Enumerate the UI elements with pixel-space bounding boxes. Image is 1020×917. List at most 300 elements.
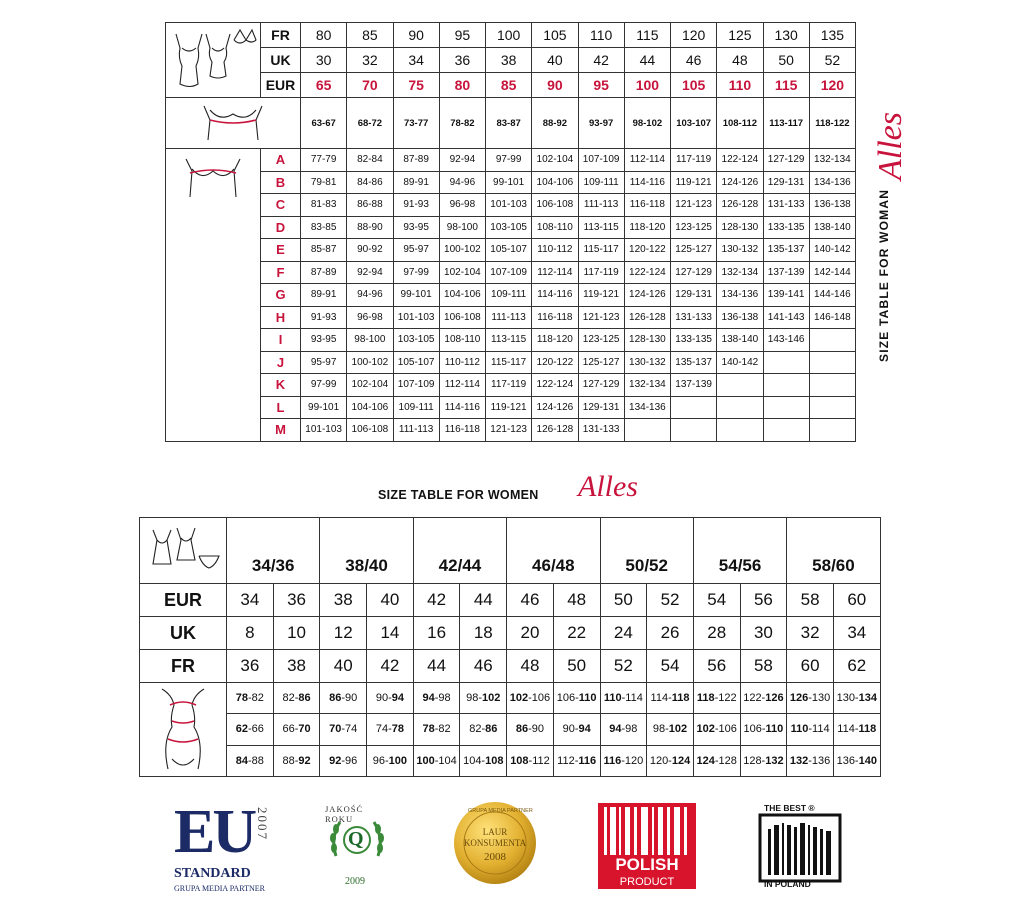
- measure-part: 116: [578, 754, 597, 767]
- t1-eur-row-cell: 75: [393, 73, 439, 98]
- t1-fr-row-cell: 105: [532, 23, 578, 48]
- t1-cup-cell: 109-111: [393, 396, 439, 419]
- t1-eur-row-cell: 95: [578, 73, 624, 98]
- t1-cup-cell: 124-126: [717, 171, 763, 194]
- t1-cup-label: G: [261, 284, 301, 307]
- measure-part: 66-: [282, 723, 299, 736]
- brand-logo: Alles: [578, 470, 638, 503]
- t2-eur-row-cell: 44: [460, 584, 507, 617]
- t2-measure-row: [140, 714, 881, 745]
- t1-cup-cell: 129-131: [671, 284, 717, 307]
- t2-measure-cell: [787, 745, 834, 776]
- t1-cup-cell: 91-93: [393, 194, 439, 217]
- t1-cup-cell: 127-129: [671, 261, 717, 284]
- t2-fr-row-cell: 54: [647, 650, 694, 683]
- t2-uk-row-label: UK: [140, 617, 227, 650]
- t2-measure-cell: [787, 714, 834, 745]
- t2-eur-row-cell: 50: [600, 584, 647, 617]
- t2-measure-cell: [273, 745, 320, 776]
- polish-word: POLISH: [598, 855, 696, 875]
- size-table-clothing: [139, 517, 881, 777]
- t1-cup-cell: 107-109: [393, 374, 439, 397]
- t2-uk-row-cell: 30: [740, 617, 787, 650]
- t1-uk-row-cell: 40: [532, 48, 578, 73]
- t2-uk-row-cell: 8: [227, 617, 274, 650]
- t1-cup-cell: 136-138: [717, 306, 763, 329]
- measure-part: 78: [235, 692, 249, 705]
- t1-cup-label: F: [261, 261, 301, 284]
- t2-fr-row-cell: 56: [693, 650, 740, 683]
- t1-fr-row-cell: 130: [763, 23, 809, 48]
- t2-uk-row-cell: 26: [647, 617, 694, 650]
- t2-eur-row: [140, 584, 881, 617]
- t2-eur-row-cell: 60: [833, 584, 880, 617]
- t1-cup-cell: 103-105: [393, 329, 439, 352]
- t1-cup-cell: 93-95: [301, 329, 347, 352]
- t1-uk-row-cell: 50: [763, 48, 809, 73]
- t1-cup-row-c: [166, 194, 856, 217]
- measure-part: 114-: [650, 692, 672, 705]
- t1-underbust-cell: 63-67: [301, 98, 347, 149]
- t1-cup-cell: 96-98: [347, 306, 393, 329]
- body-measure-icon: [140, 683, 227, 777]
- t1-cup-cell: 123-125: [671, 216, 717, 239]
- measure-part: 126: [765, 692, 784, 705]
- t2-size-row: [140, 550, 881, 584]
- t1-cup-label: C: [261, 194, 301, 217]
- t1-cup-cell: 85-87: [301, 239, 347, 262]
- t1-cup-cell: 130-132: [624, 351, 670, 374]
- t1-cup-cell: 129-131: [763, 171, 809, 194]
- t1-cup-cell: 105-107: [486, 239, 532, 262]
- t1-cup-row-j: [166, 351, 856, 374]
- measure-part: 90-: [375, 692, 392, 705]
- measure-part: -82: [434, 723, 451, 736]
- t1-cup-label: D: [261, 216, 301, 239]
- t1-cup-cell: 116-118: [624, 194, 670, 217]
- measure-part: -90: [528, 723, 545, 736]
- t2-top-cell: [413, 518, 506, 550]
- t2-measure-cell: [507, 683, 554, 714]
- measure-part: 86: [485, 723, 498, 736]
- t2-eur-row-label: EUR: [140, 584, 227, 617]
- t2-measure-cell: [740, 683, 787, 714]
- t1-cup-cell: 99-101: [393, 284, 439, 307]
- t2-size-cell: 42/44: [413, 550, 506, 584]
- t1-cup-cell: 102-104: [532, 149, 578, 172]
- t1-cup-cell: 112-114: [532, 261, 578, 284]
- measure-part: 100: [388, 754, 408, 767]
- t1-cup-cell: 87-89: [301, 261, 347, 284]
- t1-cup-cell: 134-136: [809, 171, 855, 194]
- t2-measure-cell: [553, 714, 600, 745]
- t1-cup-cell: 142-144: [809, 261, 855, 284]
- t2-size-cell: 38/40: [320, 550, 413, 584]
- t2-uk-row-cell: 18: [460, 617, 507, 650]
- t1-cup-cell: 134-136: [717, 284, 763, 307]
- t1-cup-cell: 131-133: [671, 306, 717, 329]
- jakosc-roku-logo: [322, 804, 392, 888]
- t1-cup-cell: 124-126: [624, 284, 670, 307]
- t1-cup-cell: 121-123: [578, 306, 624, 329]
- t1-cup-cell: 84-86: [347, 171, 393, 194]
- t1-cup-cell: 143-146: [763, 329, 809, 352]
- t1-cup-label: M: [261, 419, 301, 442]
- t1-cup-cell: 105-107: [393, 351, 439, 374]
- clothing-drawing-icon: [143, 520, 223, 576]
- t1-fr-row-cell: 85: [347, 23, 393, 48]
- t1-cup-cell: [671, 419, 717, 442]
- t1-fr-row-cell: 110: [578, 23, 624, 48]
- t1-fr-row-cell: 115: [624, 23, 670, 48]
- t1-cup-cell: 140-142: [809, 239, 855, 262]
- t2-measure-cell: [367, 745, 414, 776]
- the-best-in-poland-logo: [758, 803, 848, 889]
- t2-measure-cell: [833, 745, 880, 776]
- t1-cup-cell: 91-93: [301, 306, 347, 329]
- t1-cup-cell: 107-109: [578, 149, 624, 172]
- t1-cup-cell: 101-103: [393, 306, 439, 329]
- t1-cup-cell: 104-106: [439, 284, 485, 307]
- t2-measure-cell: [600, 745, 647, 776]
- t1-uk-row-cell: 32: [347, 48, 393, 73]
- laur-ring-text: GRUPA MEDIA PARTNER: [468, 808, 533, 814]
- t1-cup-cell: 111-113: [578, 194, 624, 217]
- t1-cup-cell: [809, 396, 855, 419]
- measure-part: -136: [808, 754, 831, 767]
- t1-cup-cell: 93-95: [393, 216, 439, 239]
- measure-part: 134: [858, 692, 877, 705]
- t2-measure-cell: [647, 714, 694, 745]
- t1-cup-cell: 112-114: [624, 149, 670, 172]
- t1-cup-row-a: [166, 149, 856, 172]
- t1-cup-cell: 115-117: [578, 239, 624, 262]
- t1-cup-cell: 101-103: [301, 419, 347, 442]
- t1-underbust-cell: 113-117: [763, 98, 809, 149]
- measure-part: 128-: [743, 754, 766, 767]
- t2-eur-row-cell: 38: [320, 584, 367, 617]
- t2-size-cell: 54/56: [693, 550, 786, 584]
- t1-cup-cell: 97-99: [393, 261, 439, 284]
- t2-measure-cell: [693, 683, 740, 714]
- t1-cup-cell: 132-134: [717, 261, 763, 284]
- measure-part: -104: [434, 754, 457, 767]
- t1-cup-cell: 95-97: [301, 351, 347, 374]
- t1-cup-cell: 117-119: [671, 149, 717, 172]
- t1-cup-cell: 144-146: [809, 284, 855, 307]
- t1-cup-row-m: [166, 419, 856, 442]
- t1-cup-cell: 125-127: [578, 351, 624, 374]
- t1-cup-label: I: [261, 329, 301, 352]
- measure-part: 140: [858, 754, 877, 767]
- t1-eur-row: [166, 73, 856, 98]
- t1-cup-label: J: [261, 351, 301, 374]
- t1-cup-cell: 94-96: [347, 284, 393, 307]
- laur-line2: KONSUMENTA: [463, 838, 527, 848]
- t1-cup-cell: [809, 419, 855, 442]
- measure-part: 94: [578, 723, 591, 736]
- t1-cup-row-k: [166, 374, 856, 397]
- t1-cup-row-h: [166, 306, 856, 329]
- measure-part: 116: [603, 754, 622, 767]
- measure-part: 70: [298, 723, 311, 736]
- t1-cup-cell: 92-94: [439, 149, 485, 172]
- t2-uk-row-cell: 10: [273, 617, 320, 650]
- t1-cup-cell: 119-121: [578, 284, 624, 307]
- t1-cup-cell: 118-120: [532, 329, 578, 352]
- t1-cup-row-e: [166, 239, 856, 262]
- t1-cup-cell: 98-100: [439, 216, 485, 239]
- measure-part: 70: [329, 723, 342, 736]
- t1-cup-label: B: [261, 171, 301, 194]
- measure-part: 92: [329, 754, 342, 767]
- t2-measure-cell: [507, 714, 554, 745]
- measure-part: 118: [671, 692, 690, 705]
- t1-cup-cell: 111-113: [393, 419, 439, 442]
- measure-part: 102: [509, 692, 529, 705]
- t2-measure-cell: [273, 683, 320, 714]
- t1-cup-cell: 139-141: [763, 284, 809, 307]
- t1-cup-cell: 90-92: [347, 239, 393, 262]
- t1-uk-row-cell: 42: [578, 48, 624, 73]
- t1-fr-row-cell: 90: [393, 23, 439, 48]
- t2-fr-row-cell: 50: [553, 650, 600, 683]
- t2-fr-row-cell: 52: [600, 650, 647, 683]
- t2-measure-cell: [320, 745, 367, 776]
- t1-cup-cell: 128-130: [717, 216, 763, 239]
- t1-uk-row-cell: 34: [393, 48, 439, 73]
- t1-eur-row-cell: 120: [809, 73, 855, 98]
- t1-cup-cell: 77-79: [301, 149, 347, 172]
- measure-part: -114: [621, 692, 643, 705]
- t2-measure-cell: [227, 683, 274, 714]
- measure-part: 78: [422, 723, 435, 736]
- t1-underbust-row: [166, 98, 856, 149]
- t2-measure-cell: [227, 745, 274, 776]
- t2-measure-cell: [693, 714, 740, 745]
- measure-part: 96-: [372, 754, 389, 767]
- eu-letters: EU: [174, 798, 255, 866]
- polish-product-logo: [598, 803, 696, 889]
- t2-measure-cell: [600, 714, 647, 745]
- t1-cup-cell: 103-105: [486, 216, 532, 239]
- measure-part: 112-: [557, 754, 579, 767]
- t1-cup-cell: 99-101: [301, 396, 347, 419]
- t1-cup-cell: 120-122: [532, 351, 578, 374]
- jakosc-text: JAKOŚĆ ROKU: [325, 804, 364, 824]
- measure-part: 132: [789, 754, 809, 767]
- underbust-icon: [166, 98, 301, 149]
- t1-cup-cell: [717, 374, 763, 397]
- t1-cup-cell: 106-108: [439, 306, 485, 329]
- measure-part: -120: [621, 754, 644, 767]
- measure-part: 78: [391, 723, 404, 736]
- t2-measure-row: [140, 683, 881, 714]
- t1-cup-cell: [809, 329, 855, 352]
- t1-cup-cell: 89-91: [301, 284, 347, 307]
- t1-cup-cell: 131-133: [578, 419, 624, 442]
- t1-cup-row-g: [166, 284, 856, 307]
- t2-measure-cell: [507, 745, 554, 776]
- t1-fr-row-cell: 135: [809, 23, 855, 48]
- t1-cup-cell: 120-122: [624, 239, 670, 262]
- t2-measure-cell: [553, 745, 600, 776]
- t2-uk-row-cell: 34: [833, 617, 880, 650]
- t2-measure-cell: [460, 714, 507, 745]
- t2-eur-row-cell: 54: [693, 584, 740, 617]
- t1-eur-row-cell: 65: [301, 73, 347, 98]
- best-bottom-text: IN POLAND: [764, 879, 811, 889]
- t1-cup-cell: 79-81: [301, 171, 347, 194]
- t2-measure-cell: [600, 683, 647, 714]
- t1-cup-cell: 121-123: [486, 419, 532, 442]
- t2-eur-row-cell: 42: [413, 584, 460, 617]
- t2-measure-cell: [273, 714, 320, 745]
- brand-logo-side: Alles: [872, 112, 909, 180]
- t2-top-cell: [227, 518, 320, 550]
- t1-cup-cell: 81-83: [301, 194, 347, 217]
- t1-eur-row-cell: 105: [671, 73, 717, 98]
- measure-part: -106: [528, 692, 551, 705]
- t1-cup-cell: 106-108: [347, 419, 393, 442]
- measure-part: 102: [482, 692, 501, 705]
- t1-eur-row-label: EUR: [261, 73, 301, 98]
- eu-year: 2007: [255, 807, 270, 841]
- measure-part: 88-: [282, 754, 299, 767]
- t1-cup-cell: 117-119: [578, 261, 624, 284]
- measure-part: -98: [434, 692, 451, 705]
- t1-eur-row-cell: 110: [717, 73, 763, 98]
- t1-cup-label: H: [261, 306, 301, 329]
- measure-part: 132: [765, 754, 784, 767]
- t1-cup-cell: 86-88: [347, 194, 393, 217]
- t2-measure-cell: [553, 683, 600, 714]
- measure-part: 98-: [466, 692, 483, 705]
- measure-part: 102: [668, 723, 688, 736]
- t2-measure-cell: [367, 683, 414, 714]
- t2-eur-row-cell: 36: [273, 584, 320, 617]
- t2-eur-row-cell: 56: [740, 584, 787, 617]
- t2-measure-cell: [367, 714, 414, 745]
- t1-cup-label: K: [261, 374, 301, 397]
- t1-cup-cell: 110-112: [532, 239, 578, 262]
- t1-cup-cell: 126-128: [532, 419, 578, 442]
- t1-cup-cell: 138-140: [717, 329, 763, 352]
- t1-fr-row-cell: 95: [439, 23, 485, 48]
- t1-cup-cell: 135-137: [671, 351, 717, 374]
- jakosc-letter: Q: [348, 828, 364, 850]
- t1-eur-row-cell: 115: [763, 73, 809, 98]
- t1-uk-row-label: UK: [261, 48, 301, 73]
- t1-cup-cell: 110-112: [439, 351, 485, 374]
- polish-product-text: PRODUCT: [598, 875, 696, 889]
- t2-measure-cell: [460, 745, 507, 776]
- best-top-text: THE BEST ®: [764, 803, 815, 813]
- measure-part: -74: [341, 723, 358, 736]
- poland-barcode-icon: [758, 813, 848, 883]
- t1-cup-cell: [671, 396, 717, 419]
- t1-underbust-cell: 93-97: [578, 98, 624, 149]
- t2-size-cell: 34/36: [227, 550, 320, 584]
- t2-fr-row-cell: 40: [320, 650, 367, 683]
- eu-standard-logo: [168, 798, 278, 903]
- eu-sub-text: GRUPA MEDIA PARTNER: [174, 884, 265, 893]
- measure-part: 86: [298, 692, 311, 705]
- t1-fr-row-cell: 120: [671, 23, 717, 48]
- t1-cup-cell: [717, 396, 763, 419]
- t1-cup-cell: 114-116: [439, 396, 485, 419]
- t1-underbust-cell: 98-102: [624, 98, 670, 149]
- t2-eur-row-cell: 52: [647, 584, 694, 617]
- t2-measure-cell: [833, 683, 880, 714]
- t1-cup-cell: 113-115: [578, 216, 624, 239]
- t1-cup-cell: 104-106: [347, 396, 393, 419]
- t1-underbust-cell: 108-112: [717, 98, 763, 149]
- t1-cup-cell: 121-123: [671, 194, 717, 217]
- t1-cup-cell: 131-133: [763, 194, 809, 217]
- barcode-icon: [598, 803, 696, 859]
- t1-uk-row-cell: 46: [671, 48, 717, 73]
- t1-cup-cell: 112-114: [439, 374, 485, 397]
- t1-cup-cell: 115-117: [486, 351, 532, 374]
- t2-top-cell: [600, 518, 693, 550]
- t1-cup-cell: 116-118: [532, 306, 578, 329]
- t1-cup-cell: 118-120: [624, 216, 670, 239]
- t1-eur-row-cell: 80: [439, 73, 485, 98]
- measure-part: 82-: [469, 723, 486, 736]
- t1-cup-cell: 134-136: [624, 396, 670, 419]
- measure-part: 84: [235, 754, 249, 767]
- t2-eur-row-cell: 40: [367, 584, 414, 617]
- t2-uk-row-cell: 20: [507, 617, 554, 650]
- t1-cup-cell: 88-90: [347, 216, 393, 239]
- t1-uk-row-cell: 52: [809, 48, 855, 73]
- t1-cup-cell: [717, 419, 763, 442]
- lingerie-drawing-icon: [168, 26, 258, 92]
- t2-fr-row-cell: 42: [367, 650, 414, 683]
- measure-part: -128: [714, 754, 737, 767]
- t1-underbust-cell: 68-72: [347, 98, 393, 149]
- measure-part: -122: [714, 692, 737, 705]
- measure-part: -114: [808, 723, 830, 736]
- t1-underbust-cell: 73-77: [393, 98, 439, 149]
- t1-underbust-cell: 118-122: [809, 98, 855, 149]
- t1-cup-label: L: [261, 396, 301, 419]
- t2-fr-row: [140, 650, 881, 683]
- measure-part: 82-: [282, 692, 299, 705]
- t1-uk-row-cell: 48: [717, 48, 763, 73]
- t1-eur-row-cell: 100: [624, 73, 670, 98]
- t1-cup-cell: 129-131: [578, 396, 624, 419]
- measure-part: 94: [609, 723, 622, 736]
- t1-cup-cell: 141-143: [763, 306, 809, 329]
- t2-uk-row-cell: 12: [320, 617, 367, 650]
- t1-cup-cell: 136-138: [809, 194, 855, 217]
- t1-fr-row-cell: 125: [717, 23, 763, 48]
- t1-cup-cell: 97-99: [486, 149, 532, 172]
- t2-top-row: [140, 518, 881, 550]
- t1-cup-cell: 137-139: [763, 261, 809, 284]
- jakosc-year: 2009: [345, 876, 365, 887]
- t1-cup-cell: 128-130: [624, 329, 670, 352]
- t2-uk-row-cell: 14: [367, 617, 414, 650]
- t1-cup-cell: 94-96: [439, 171, 485, 194]
- t1-cup-cell: 98-100: [347, 329, 393, 352]
- t1-cup-cell: 113-115: [486, 329, 532, 352]
- measure-part: 104-: [463, 754, 486, 767]
- t1-cup-cell: 124-126: [532, 396, 578, 419]
- t2-fr-row-cell: 46: [460, 650, 507, 683]
